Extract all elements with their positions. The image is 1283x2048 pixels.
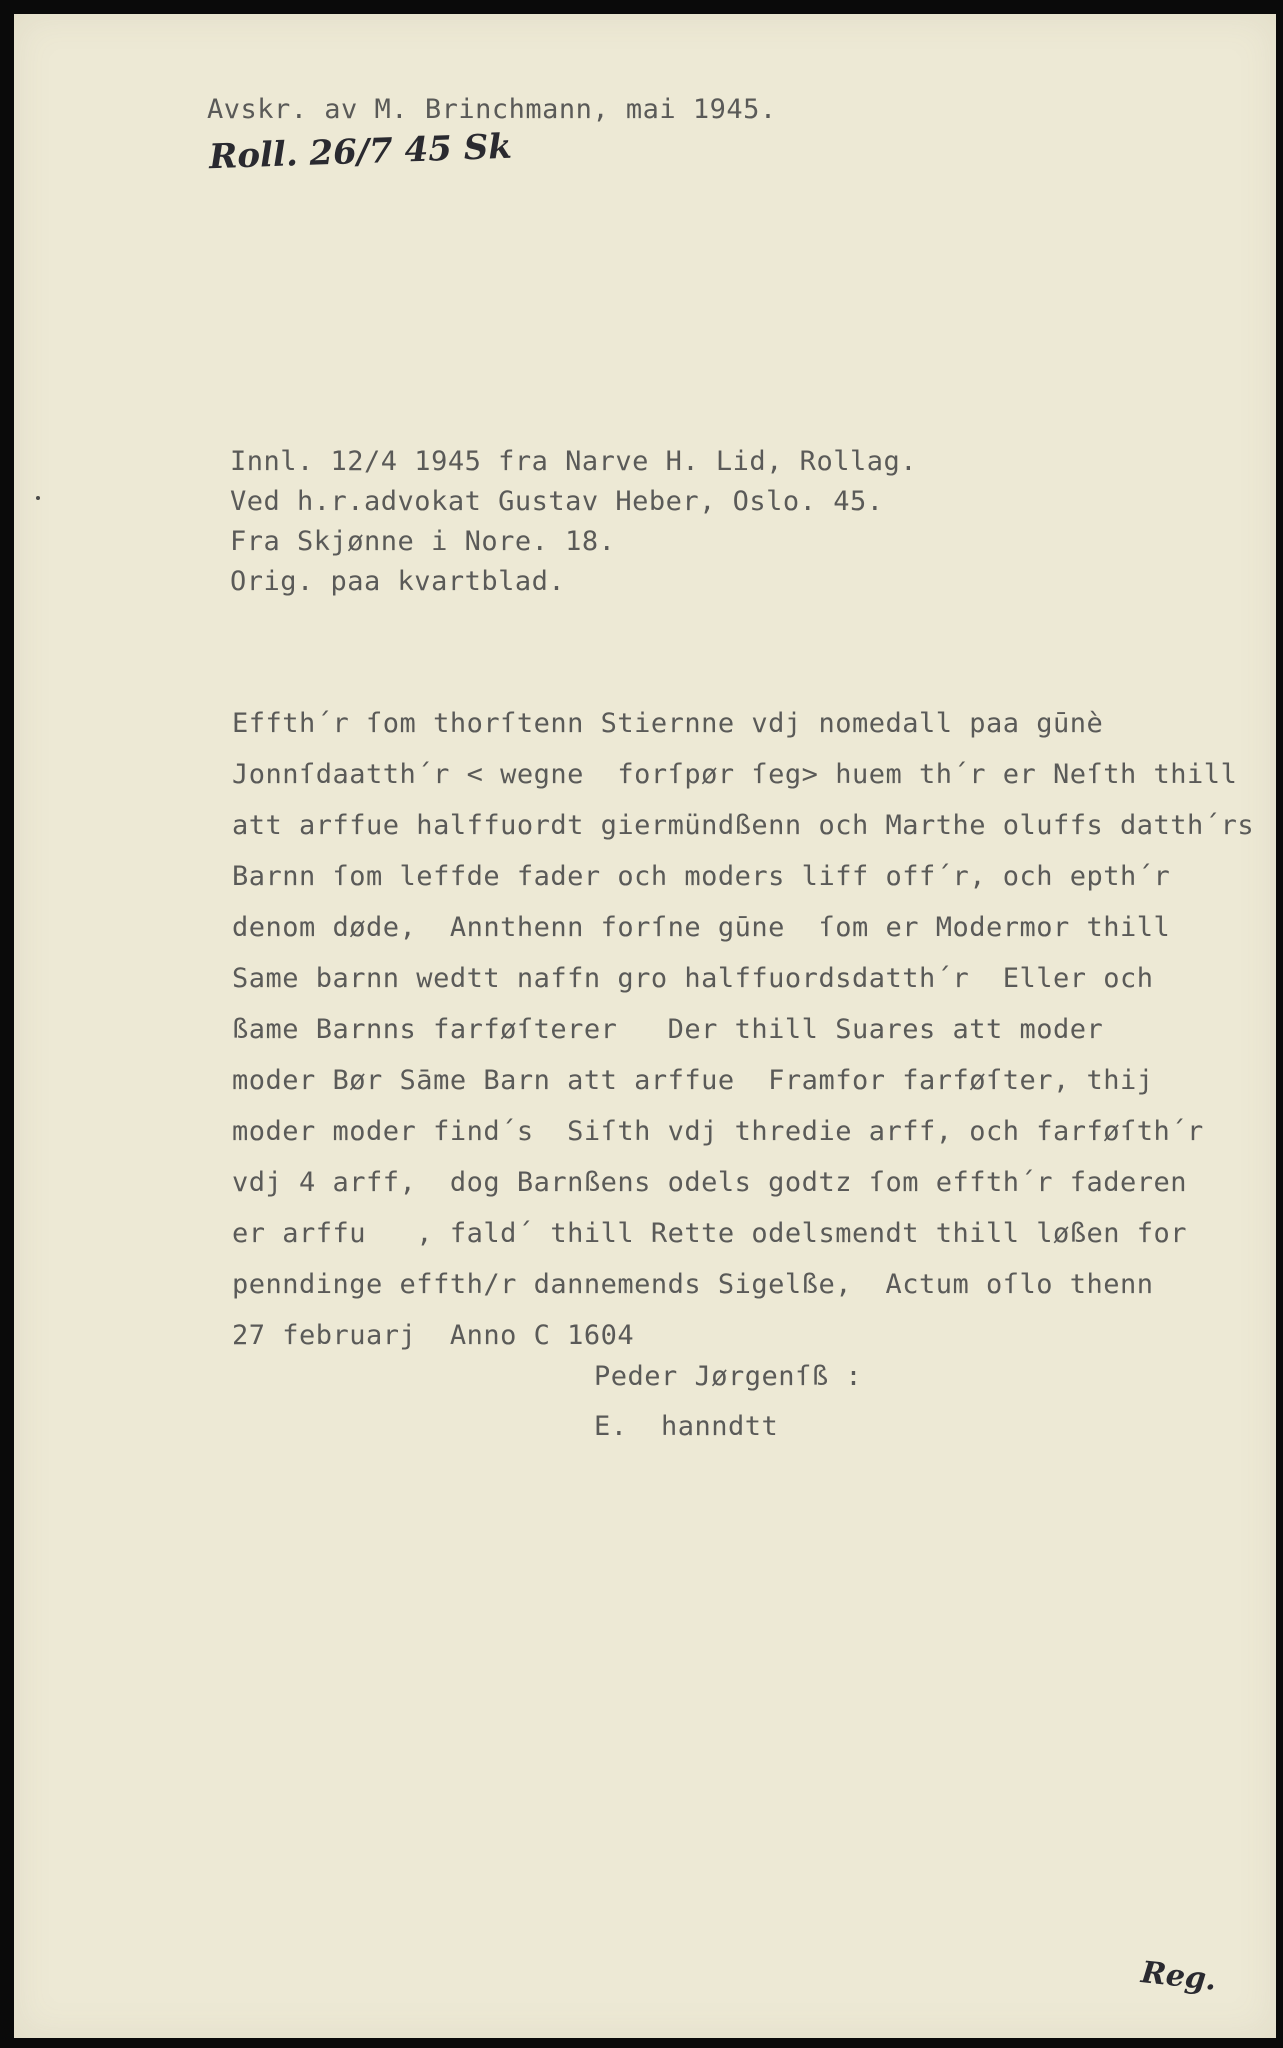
text-line: Jonnſdaatth´r < wegne forſpør ſeg> huem th´r er Neſth thill [232,759,1238,790]
meta-line: Innl. 12/4 1945 fra Narve H. Lid, Rollag. [230,446,917,477]
text-line: Effth´r ſom thorſtenn Stiernne vdj nomedall paa gūnè [232,708,1104,739]
handwritten-registration-mark: Reg. [1138,1955,1218,1998]
meta-line: Ved h.r.advokat Gustav Heber, Oslo. 45. [230,486,884,517]
signature-line: E. hanndtt [594,1411,779,1442]
text-line: att arffue halffuordt giermündßenn och Marthe oluffs datth´rs [232,810,1255,841]
paper-speck [36,496,40,500]
text-line: Same barnn wedtt naffn gro halffuordsdatth´r Eller och [232,963,1154,994]
text-line: er arffu , fald´ thill Rette odelsmendt thill løßen for [232,1218,1188,1249]
document-page [14,14,1276,2038]
text-line: ßame Barnns farføſterer Der thill Suares att moder [232,1014,1104,1045]
text-line: denom døde, Annthenn forſne gūne ſom er Modermor thill [232,912,1171,943]
handwritten-reference: Roll. 26/7 45 Sk [208,126,513,178]
text-line: moder Bør Sāme Barn att arffue Framfor farføſter, thij [232,1065,1154,1096]
meta-line: Fra Skjønne i Nore. 18. [230,526,616,557]
text-line: Barnn ſom leffde fader och moders liff off´r, och epth´r [232,861,1171,892]
signature-line: Peder Jørgenſß : [594,1361,863,1392]
text-line: moder moder find´s Siſth vdj thredie arff, och farføſth´r [232,1116,1204,1147]
text-line: 27 februarj Anno C 1604 [232,1320,635,1351]
text-line: vdj 4 arff, dog Barnßens odels godtz ſom effth´r faderen [232,1167,1188,1198]
transcription-note: Avskr. av M. Brinchmann, mai 1945. [207,94,777,125]
text-line: penndinge effth/r dannemends Sigelße, Actum oſlo thenn [232,1269,1154,1300]
meta-line: Orig. paa kvartblad. [230,566,566,597]
